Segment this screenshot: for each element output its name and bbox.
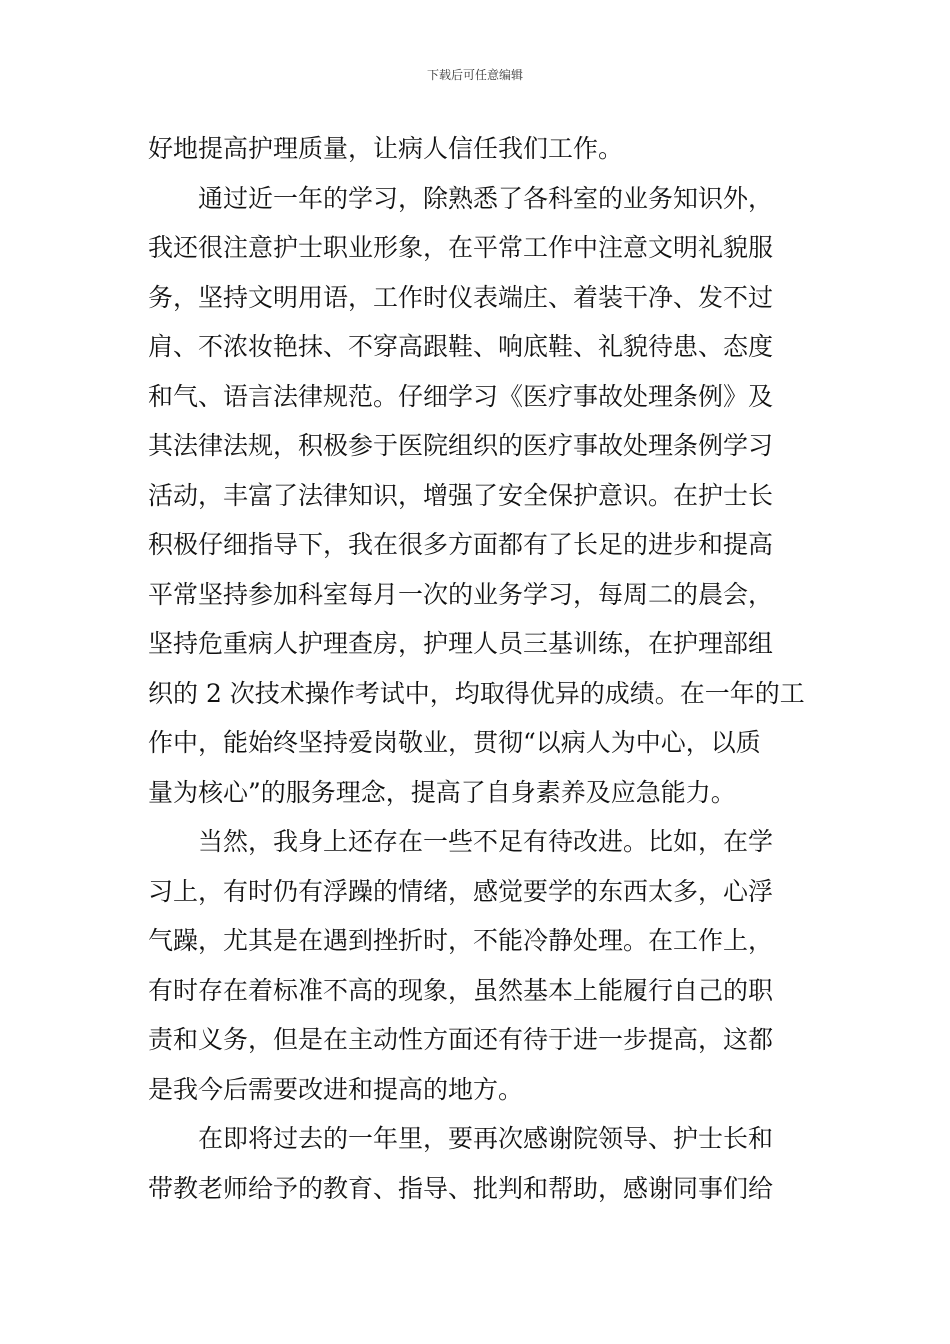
- text-line: 其法律法规，积极参于医院组织的医疗事故处理条例学习: [148, 431, 774, 460]
- text-line: 当然，我身上还存在一些不足有待改进。比如，在学: [198, 827, 774, 856]
- text-line: 量为核心”的服务理念，提高了自身素养及应急能力。: [148, 777, 736, 807]
- text-line: 积极仔细指导下，我在很多方面都有了长足的进步和提高: [148, 530, 774, 559]
- text-line: 好地提高护理质量，让病人信任我们工作。: [148, 134, 624, 163]
- text-line: 带教老师给予的教育、指导、批判和帮助，感谢同事们给: [148, 1173, 774, 1203]
- page-header: 下载后可任意编辑: [426, 68, 523, 82]
- text-line: 平常坚持参加科室每月一次的业务学习，每周二的晨会，: [148, 579, 774, 609]
- document-body: [148, 124, 808, 1213]
- text-line: 有时存在着标准不高的现象，虽然基本上能履行自己的职: [148, 975, 774, 1005]
- text-line: 我还很注意护士职业形象，在平常工作中注意文明礼貌服: [148, 233, 774, 262]
- text-line: 是我今后需要改进和提高的地方。: [148, 1074, 524, 1104]
- text-line: 务，坚持文明用语，工作时仪表端庄、着装干净、发不过: [148, 282, 774, 312]
- text-line: 坚持危重病人护理查房，护理人员三基训练，在护理部组: [148, 629, 774, 658]
- text-line: 作中，能始终坚持爱岗敬业，贯彻“以病人为中心，以质: [148, 728, 761, 757]
- text-line: 习上，有时仍有浮躁的情绪，感觉要学的东西太多，心浮: [148, 876, 774, 906]
- text-line: 和气、语言法律规范。仔细学习《医疗事故处理条例》及: [148, 381, 774, 411]
- text-line: 在即将过去的一年里，要再次感谢院领导、护士长和: [198, 1124, 774, 1153]
- text-line: 活动，丰富了法律知识，增强了安全保护意识。在护士长: [148, 480, 774, 510]
- text-line: 气躁，尤其是在遇到挫折时，不能冷静处理。在工作上，: [148, 926, 774, 955]
- text-line: 肩、不浓妆艳抹、不穿高跟鞋、响底鞋、礼貌待患、态度: [148, 332, 774, 361]
- text-line: 责和义务，但是在主动性方面还有待于进一步提高，这都: [148, 1025, 774, 1054]
- text-line: 织的 2 次技术操作考试中，均取得优异的成绩。在一年的工: [148, 678, 805, 708]
- text-line: 通过近一年的学习，除熟悉了各科室的业务知识外，: [198, 183, 774, 213]
